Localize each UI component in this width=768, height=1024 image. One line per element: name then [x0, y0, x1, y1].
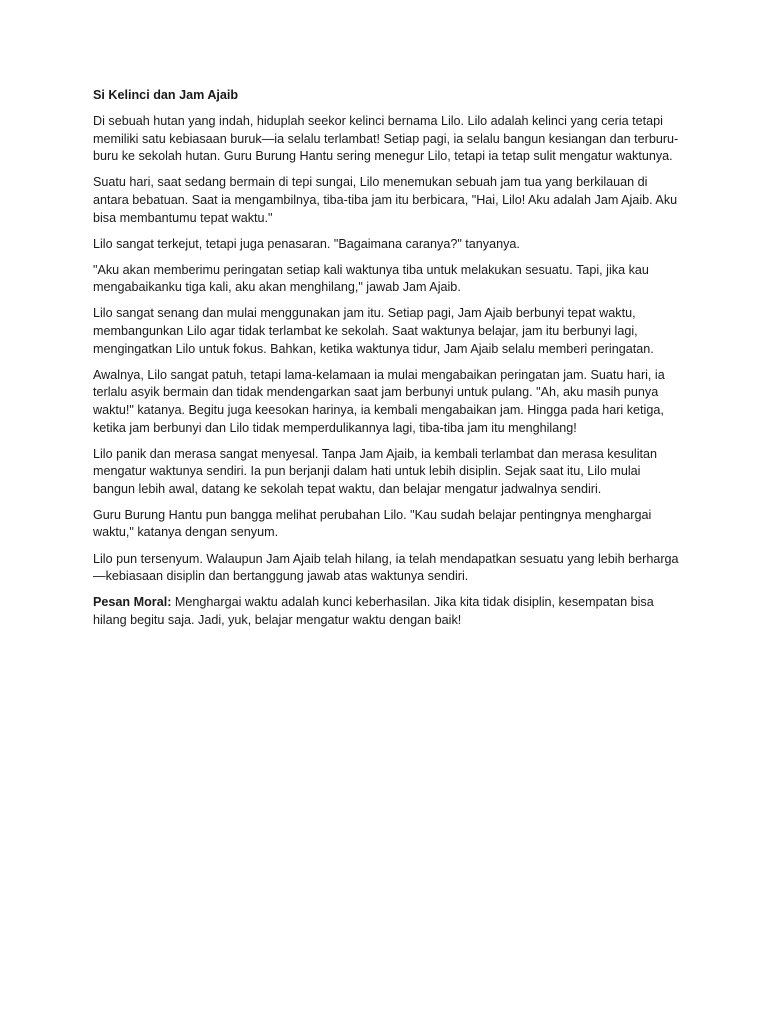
paragraph-4: "Aku akan memberimu peringatan setiap kali waktunya tiba untuk melakukan sesuatu. Tapi, jika kau mengabaikanku tiga kali, aku akan menghilang," jawab Jam Ajaib. [93, 262, 649, 295]
paragraph-2: Suatu hari, saat sedang bermain di tepi sungai, Lilo menemukan sebuah jam tua yang berkilauan di antara bebatuan. Saat ia mengambilnya, tiba-tiba jam itu berbicara, "Hai, Lilo! Aku adalah Jam Ajaib. Aku bisa membantumu tepat waktu." [93, 175, 678, 225]
paragraph-5: Lilo sangat senang dan mulai menggunakan jam itu. Setiap pagi, Jam Ajaib berbunyi tepat waktu, membangunkan Lilo agar tidak terlambat ke sekolah. Saat waktunya belajar, jam itu berbunyi lagi, mengingatkan Lilo untuk fokus. Bahkan, ketika waktunya tidur, Jam Ajaib selalu memberi peringatan. [93, 306, 654, 356]
moral-label: Pesan Moral: [93, 595, 172, 610]
paragraph-7: Lilo panik dan merasa sangat menyesal. Tanpa Jam Ajaib, ia kembali terlambat dan merasa kesulitan mengatur waktunya sendiri. Ia pun berjanji dalam hati untuk lebih disiplin. Sejak saat itu, Lilo mulai bangun lebih awal, datang ke sekolah tepat waktu, dan belajar mengatur jadwalnya sendiri. [93, 446, 657, 496]
paragraph-6: Awalnya, Lilo sangat patuh, tetapi lama-kelamaan ia mulai mengabaikan peringatan jam. Suatu hari, ia terlalu asyik bermain dan tidak mendengarkan saat jam berbunyi untuk pulang. "Ah, aku masih punya waktu!" katanya. Begitu juga keesokan harinya, ia kembali mengabaikan jam. Hingga pada hari ketiga, ketika jam berbunyi dan Lilo tidak memperdulikannya lagi, tiba-tiba jam itu menghilang! [93, 367, 665, 435]
paragraph-1: Di sebuah hutan yang indah, hiduplah seekor kelinci bernama Lilo. Lilo adalah kelinci yang ceria tetapi memiliki satu kebiasaan buruk—ia selalu terlambat! Setiap pagi, ia selalu bangun kesiangan dan terburu-buru ke sekolah hutan. Guru Burung Hantu sering menegur Lilo, tetapi ia tetap sulit mengatur waktunya. [93, 114, 679, 164]
paragraph-8: Guru Burung Hantu pun bangga melihat perubahan Lilo. "Kau sudah belajar pentingnya menghargai waktu," katanya dengan senyum. [93, 507, 652, 540]
paragraph-3: Lilo sangat terkejut, tetapi juga penasaran. "Bagaimana caranya?" tanyanya. [93, 236, 520, 251]
document-page [93, 87, 683, 638]
paragraph-9: Lilo pun tersenyum. Walaupun Jam Ajaib telah hilang, ia telah mendapatkan sesuatu yang lebih berharga—kebiasaan disiplin dan bertanggung jawab atas waktunya sendiri. [93, 551, 679, 584]
moral-paragraph [93, 594, 683, 629]
moral-text: Menghargai waktu adalah kunci keberhasilan. Jika kita tidak disiplin, kesempatan bisa hilang begitu saja. Jadi, yuk, belajar mengatur waktu dengan baik! [93, 595, 654, 627]
story-title: Si Kelinci dan Jam Ajaib [93, 88, 239, 102]
